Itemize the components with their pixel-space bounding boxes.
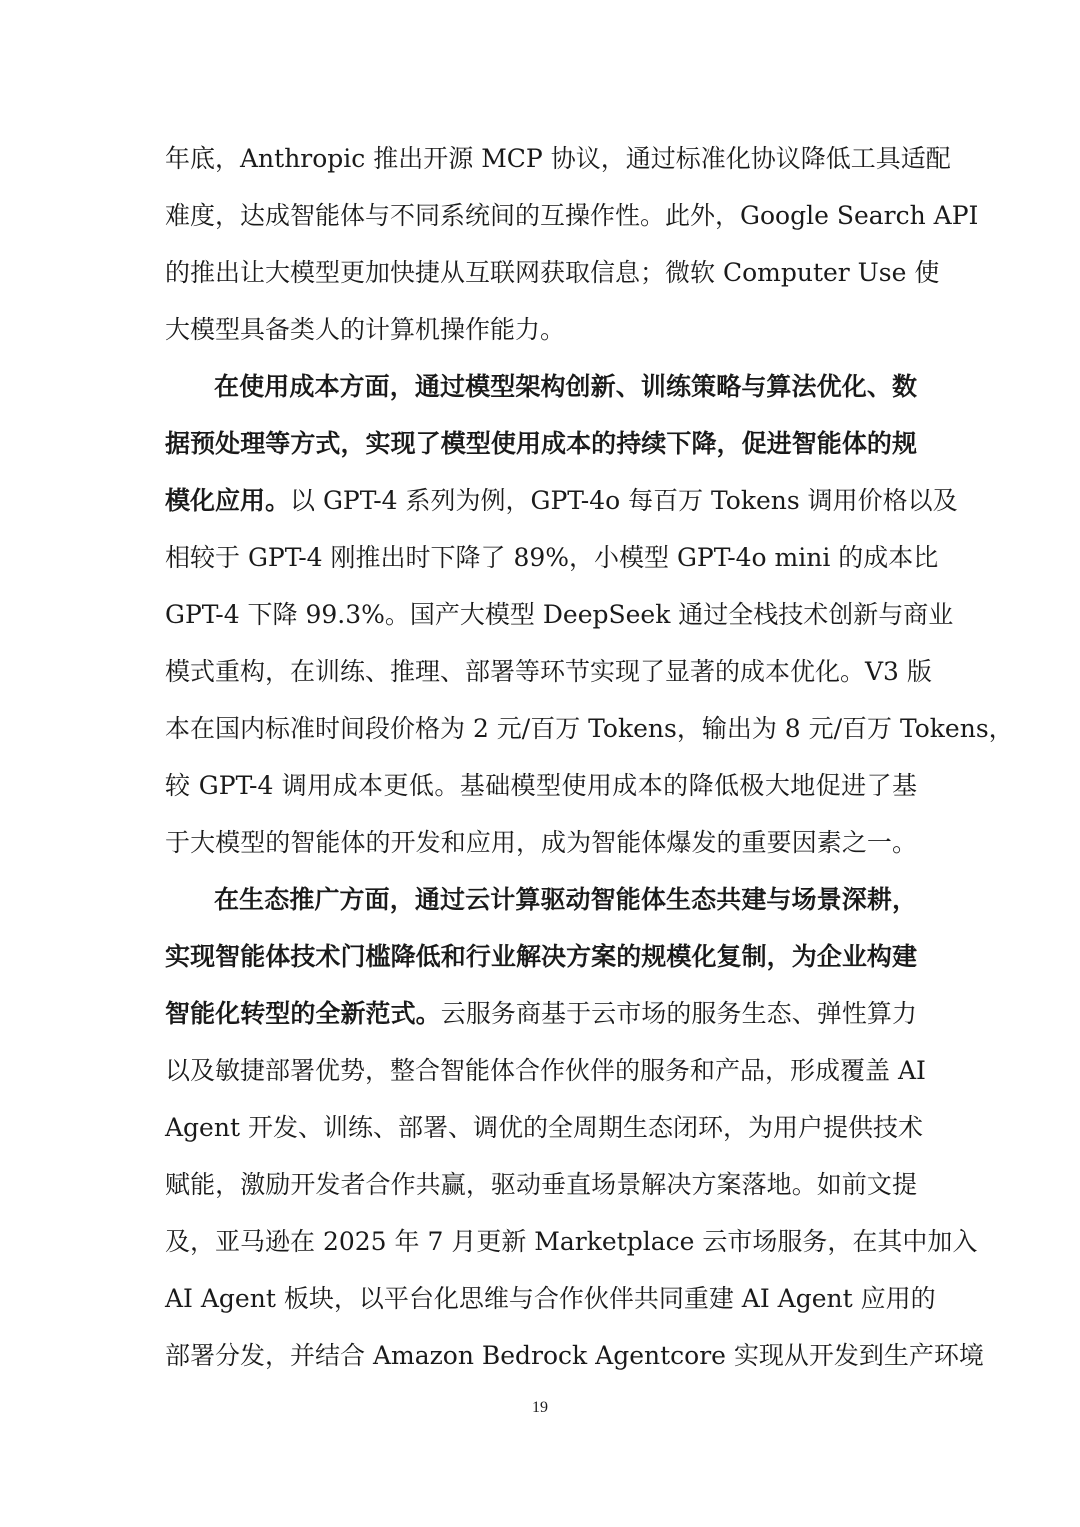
line-text: 模式重构，在训练、推理、部署等环节实现了显著的成本优化。V3 版 <box>165 657 932 686</box>
text-line <box>165 823 917 863</box>
text-line <box>165 937 917 977</box>
bold-lead-text: 实现智能体技术门槛降低和行业解决方案的规模化复制，为企业构建 <box>165 942 917 971</box>
text-line <box>165 1051 926 1091</box>
line-text: 本在国内标准时间段价格为 2 元/百万 Tokens，输出为 8 元/百万 Tokens， <box>165 714 1014 743</box>
text-line <box>165 538 939 578</box>
line-text: 较 GPT-4 调用成本更低。基础模型使用成本的降低极大地促进了基 <box>165 771 917 800</box>
text-line <box>165 652 932 692</box>
line-text: 以及敏捷部署优势，整合智能体合作伙伴的服务和产品，形成覆盖 AI <box>165 1056 926 1085</box>
text-line <box>214 880 917 920</box>
text-line <box>165 994 917 1034</box>
text-line <box>165 595 954 635</box>
bold-lead-text: 在使用成本方面，通过模型架构创新、训练策略与算法优化、数 <box>214 372 917 401</box>
text-line <box>165 310 917 350</box>
line-text: Agent 开发、训练、部署、调优的全周期生态闭环，为用户提供技术 <box>165 1113 923 1142</box>
line-text: 的推出让大模型更加快捷从互联网获取信息；微软 Computer Use 使 <box>165 258 940 287</box>
line-text: 于大模型的智能体的开发和应用，成为智能体爆发的重要因素之一。 <box>165 828 917 857</box>
text-line <box>165 1108 923 1148</box>
text-line <box>165 139 951 179</box>
page-number: 19 <box>532 1399 548 1416</box>
text-line <box>165 1336 984 1376</box>
line-text: 年底，Anthropic 推出开源 MCP 协议，通过标准化协议降低工具适配 <box>165 144 951 173</box>
line-text: 赋能，激励开发者合作共赢，驱动垂直场景解决方案落地。如前文提 <box>165 1170 917 1199</box>
text-line <box>165 481 958 521</box>
line-text: 部署分发，并结合 Amazon Bedrock Agentcore 实现从开发到生产环境 <box>165 1341 984 1370</box>
text-line <box>214 367 917 407</box>
line-text: AI Agent 板块，以平台化思维与合作伙伴共同重建 AI Agent 应用的 <box>165 1284 936 1313</box>
text-line <box>165 253 940 293</box>
text-line <box>165 1279 936 1319</box>
line-text: 云服务商基于云市场的服务生态、弹性算力 <box>440 999 917 1028</box>
line-text: 及，亚马逊在 2025 年 7 月更新 Marketplace 云市场服务，在其中加入 <box>165 1227 978 1256</box>
text-line <box>165 196 979 236</box>
line-text: 相较于 GPT-4 刚推出时下降了 89%，小模型 GPT-4o mini 的成本比 <box>165 543 939 572</box>
text-line <box>165 1222 978 1262</box>
line-text: GPT-4 下降 99.3%。国产大模型 DeepSeek 通过全栈技术创新与商业 <box>165 600 954 629</box>
text-line <box>165 424 917 464</box>
bold-lead-text: 在生态推广方面，通过云计算驱动智能体生态共建与场景深耕， <box>214 885 917 914</box>
bold-lead-text: 据预处理等方式，实现了模型使用成本的持续下降，促进智能体的规 <box>165 429 917 458</box>
line-text: 难度，达成智能体与不同系统间的互操作性。此外，Google Search API <box>165 201 979 230</box>
text-line <box>165 709 1014 749</box>
text-line <box>165 766 917 806</box>
line-text: 以 GPT-4 系列为例，GPT-4o 每百万 Tokens 调用价格以及 <box>290 486 958 515</box>
bold-lead-text: 智能化转型的全新范式。 <box>165 999 441 1028</box>
line-text: 大模型具备类人的计算机操作能力。 <box>165 315 566 344</box>
bold-lead-text: 模化应用。 <box>165 486 291 515</box>
text-line <box>165 1165 917 1205</box>
